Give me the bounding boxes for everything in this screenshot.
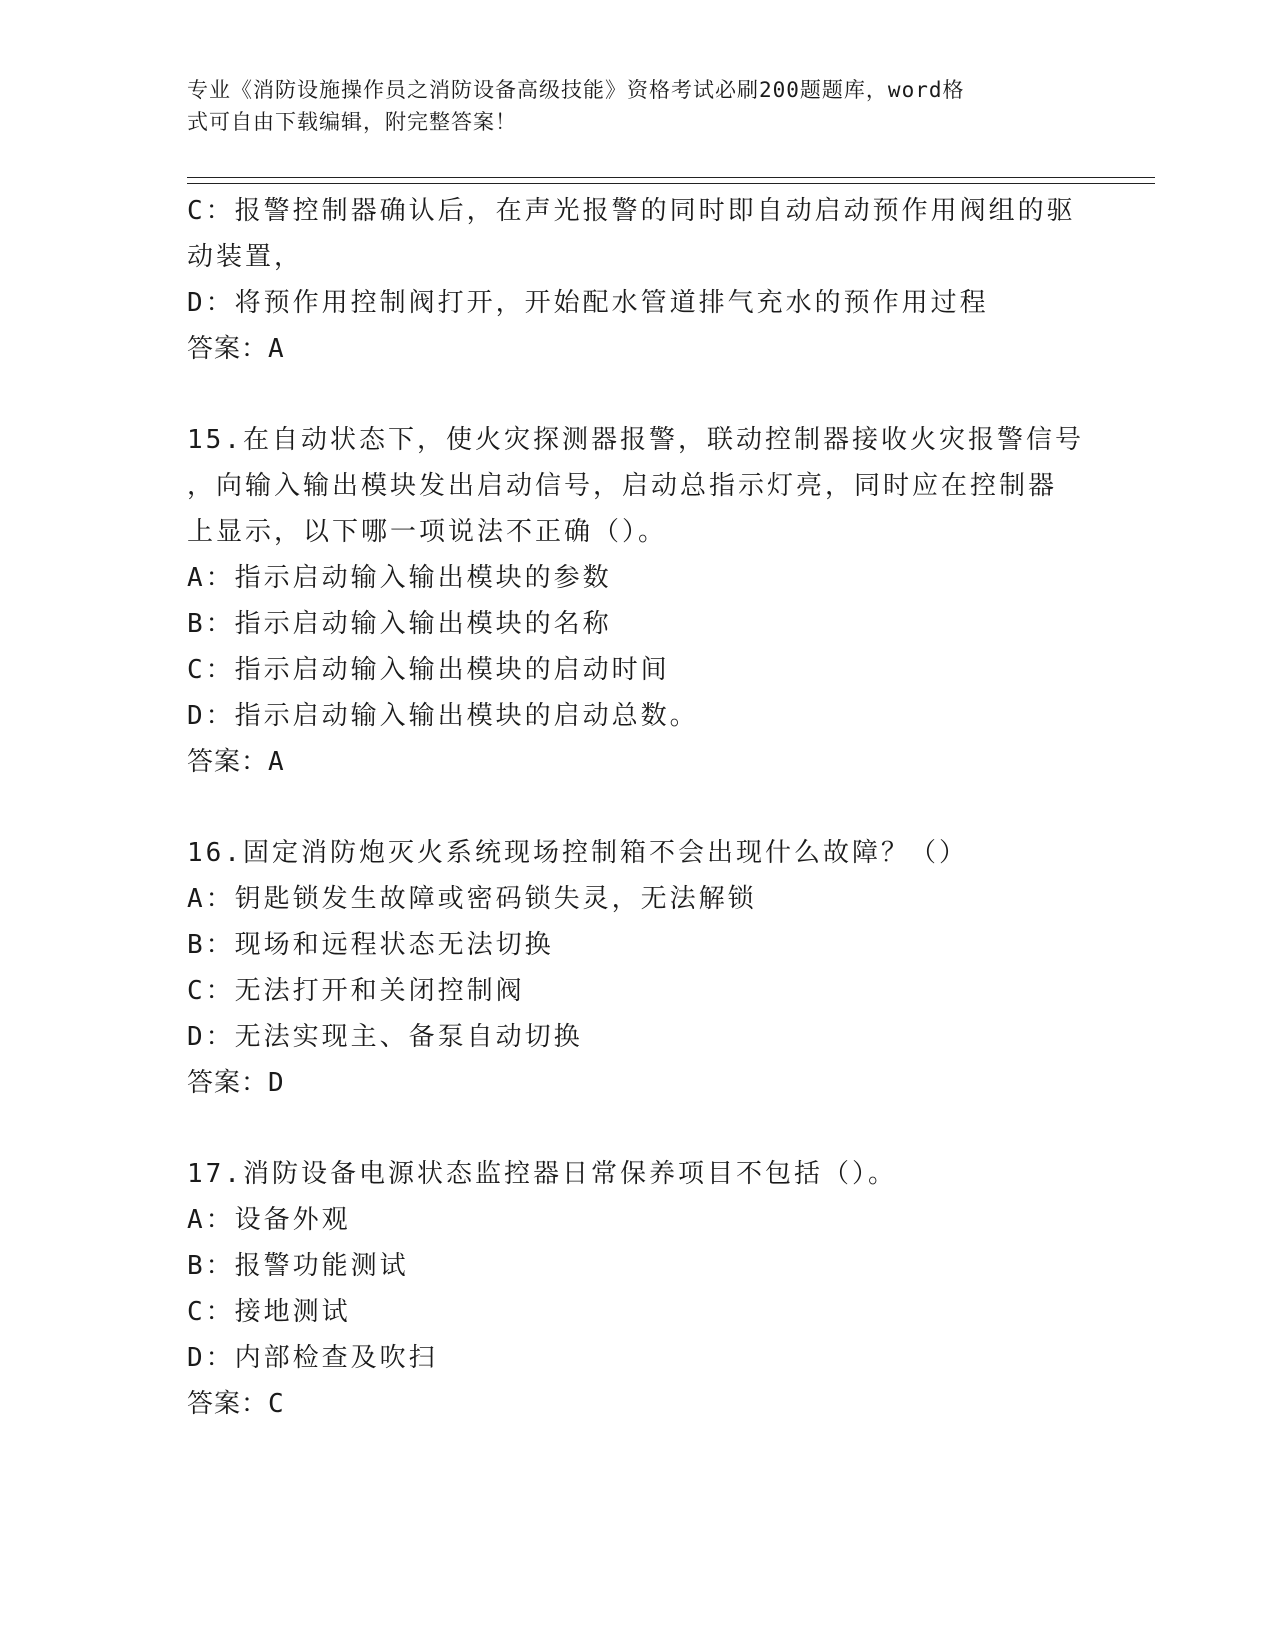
- question-stem: 17.消防设备电源状态监控器日常保养项目不包括（）。: [187, 1159, 897, 1189]
- option-d: D：内部检查及吹扫: [187, 1343, 438, 1373]
- option-b: B：报警功能测试: [187, 1251, 409, 1281]
- previous-question-tail: [187, 188, 1076, 372]
- answer: 答案：C: [187, 1389, 285, 1419]
- question-stem: 15.在自动状态下，使火灾探测器报警，联动控制器接收火灾报警信号: [187, 425, 1084, 455]
- option-d: D：指示启动输入输出模块的启动总数。: [187, 701, 699, 731]
- option-c: C：报警控制器确认后，在声光报警的同时即自动启动预作用阀组的驱: [187, 196, 1076, 226]
- option-a: A：钥匙锁发生故障或密码锁失灵，无法解锁: [187, 884, 757, 914]
- option-c: C：指示启动输入输出模块的启动时间: [187, 655, 670, 685]
- header-divider-top: [187, 177, 1155, 178]
- header-divider-bottom: [187, 183, 1155, 184]
- option-d: D：将预作用控制阀打开，开始配水管道排气充水的预作用过程: [187, 288, 989, 318]
- header-line-1: 专业《消防设施操作员之消防设备高级技能》资格考试必刷200题题库，word格: [187, 78, 965, 102]
- question-stem: 上显示，以下哪一项说法不正确（）。: [187, 517, 668, 547]
- header-line-2: 式可自由下载编辑，附完整答案！: [187, 110, 517, 134]
- question-17: [187, 1151, 1067, 1427]
- option-c: C：无法打开和关闭控制阀: [187, 976, 525, 1006]
- document-header: [187, 74, 1067, 138]
- option-a: A：指示启动输入输出模块的参数: [187, 563, 612, 593]
- question-16: [187, 830, 1067, 1106]
- option-d: D：无法实现主、备泵自动切换: [187, 1022, 583, 1052]
- option-a: A：设备外观: [187, 1205, 351, 1235]
- option-c-continued: 动装置，: [187, 242, 304, 272]
- question-list: [187, 188, 1084, 1427]
- question-15: [187, 417, 1084, 785]
- option-c: C：接地测试: [187, 1297, 351, 1327]
- answer: 答案：D: [187, 1068, 285, 1098]
- option-b: B：指示启动输入输出模块的名称: [187, 609, 612, 639]
- option-b: B：现场和远程状态无法切换: [187, 930, 554, 960]
- question-stem: 16.固定消防炮灭火系统现场控制箱不会出现什么故障？（）: [187, 838, 968, 868]
- question-stem: ，向输入输出模块发出启动信号，启动总指示灯亮，同时应在控制器: [187, 471, 1058, 501]
- answer: 答案：A: [187, 334, 285, 364]
- answer: 答案：A: [187, 747, 285, 777]
